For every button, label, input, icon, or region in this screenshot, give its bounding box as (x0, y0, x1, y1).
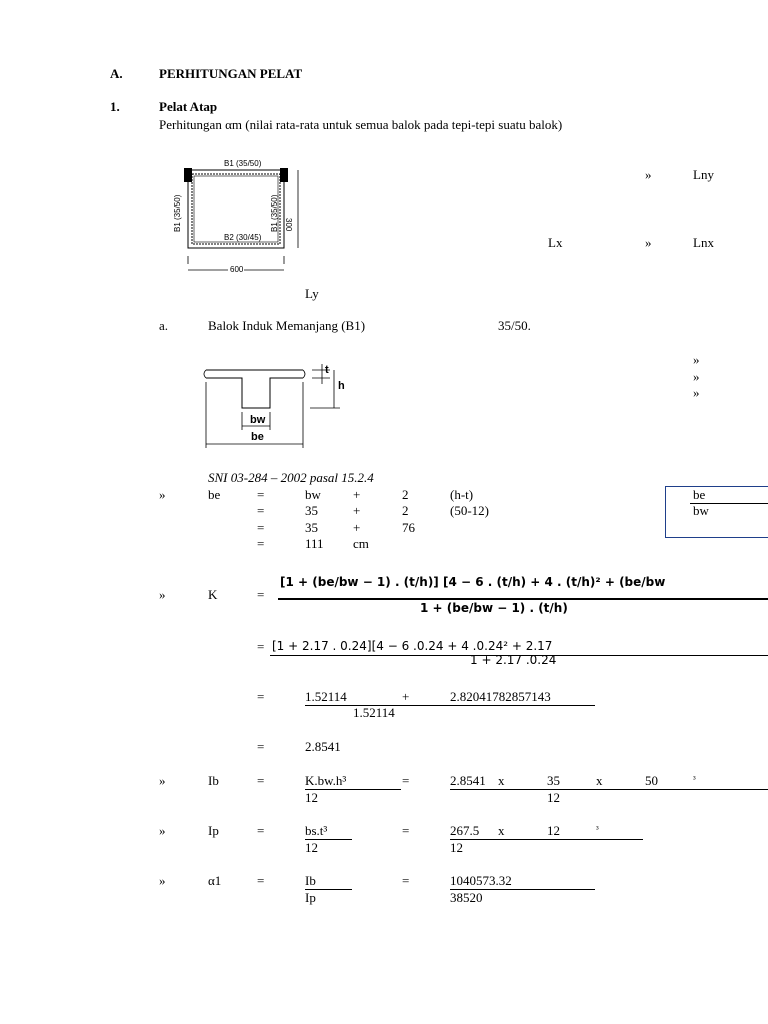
k-step-line (305, 705, 595, 706)
k-sub-denominator: 1 + 2.17 .0.24 (470, 653, 557, 667)
be-row1-b: 2 (402, 487, 409, 502)
beam-size: 35/50. (498, 318, 531, 333)
ip-formula-num: bs.t³ (305, 823, 328, 838)
ib-eq-1: = (257, 773, 265, 788)
ib-v3: 50 (645, 773, 658, 788)
k-formula-numerator: [1 + (be/bw − 1) . (t/h)] [4 − 6 . (t/h) + 4 . (t/h)² + (be/bw (280, 575, 666, 589)
be-var: be (208, 487, 221, 502)
k-step-op: + (402, 689, 410, 704)
ib-v1: 2.8541 (450, 773, 486, 788)
t-section-bw: bw (250, 414, 266, 426)
plan-ly: Ly (305, 286, 319, 301)
ip-x1: x (498, 823, 505, 838)
ip-eq-2: = (402, 823, 410, 838)
k-eq-4: = (257, 739, 265, 754)
ratio-bw: bw (693, 503, 709, 518)
ib-value-line (450, 789, 768, 790)
plan-dim-height: 300 (284, 218, 293, 232)
k-step-a: 1.52114 (305, 689, 347, 704)
a1-formula-num: Ib (305, 873, 316, 888)
be-row1-op: + (353, 487, 361, 502)
ib-cube: ³ (693, 774, 696, 784)
ib-x1: x (498, 773, 505, 788)
be-row3-b: 76 (402, 520, 415, 535)
plan-label-b1-top: B1 (35/50) (224, 159, 262, 168)
a1-bullet: » (159, 873, 166, 888)
beam-bullet-2: » (693, 369, 700, 384)
a1-eq-1: = (257, 873, 265, 888)
ip-bullet: » (159, 823, 166, 838)
ip-var: Ip (208, 823, 219, 838)
ib-formula-den: 12 (305, 790, 318, 805)
t-section-t: t (325, 364, 329, 376)
be-row2-c: (50-12) (450, 503, 489, 518)
ib-formula-num: K.bw.h³ (305, 773, 347, 788)
k-result: 2.8541 (305, 739, 341, 754)
ip-den2: 12 (450, 840, 463, 855)
a1-var: α1 (208, 873, 222, 888)
section-letter: A. (110, 66, 123, 81)
k-var: K (208, 587, 218, 602)
section-title: PERHITUNGAN PELAT (159, 66, 303, 81)
beam-bullet-1: » (693, 352, 700, 367)
be-eq-2: = (257, 503, 265, 518)
ip-v2: 12 (547, 823, 560, 838)
be-bw-ratio-box (665, 486, 768, 538)
ip-cube: ³ (596, 824, 599, 834)
be-bullet: » (159, 487, 166, 502)
a1-eq-2: = (402, 873, 410, 888)
ib-eq-2: = (402, 773, 410, 788)
ip-v1: 267.5 (450, 823, 480, 838)
beam-name: Balok Induk Memanjang (B1) (208, 318, 366, 333)
ib-bullet: » (159, 773, 166, 788)
a1-formula-den: Ip (305, 890, 316, 905)
k-formula-line (278, 598, 768, 600)
ib-x2: x (596, 773, 603, 788)
be-row3-a: 35 (305, 520, 318, 535)
be-row2-a: 35 (305, 503, 318, 518)
plan-label-b1-right: B1 (35/50) (270, 194, 279, 232)
k-eq-2: = (257, 639, 265, 654)
be-row4-unit: cm (353, 536, 369, 551)
beam-label: a. (159, 318, 169, 333)
beam-bullet-3: » (693, 385, 700, 400)
be-eq-4: = (257, 536, 265, 551)
k-step-den: 1.52114 (353, 705, 395, 720)
k-eq-3: = (257, 689, 265, 704)
ib-formula-line (305, 789, 401, 790)
t-section-be: be (251, 431, 264, 443)
be-row1-c: (h-t) (450, 487, 474, 502)
k-eq-1: = (257, 587, 265, 602)
plan-lny: Lny (693, 167, 714, 182)
plan-dim-width: 600 (230, 265, 244, 274)
ip-value-line (450, 839, 643, 840)
k-formula-denominator: 1 + (be/bw − 1) . (t/h) (420, 601, 568, 615)
ratio-be: be (693, 487, 706, 502)
plan-label-b2-bottom: B2 (30/45) (224, 233, 262, 242)
subsection-title: Pelat Atap (159, 99, 218, 114)
ib-den2: 12 (547, 790, 560, 805)
be-row4-a: 111 (305, 536, 324, 551)
be-eq-3: = (257, 520, 265, 535)
sni-reference: SNI 03-284 – 2002 pasal 15.2.4 (208, 470, 374, 485)
be-row2-op: + (353, 503, 361, 518)
plan-bullet-lnx: » (645, 235, 652, 250)
k-step-b: 2.82041782857143 (450, 689, 551, 704)
be-row1-a: bw (305, 487, 321, 502)
be-eq-1: = (257, 487, 265, 502)
a1-den2: 38520 (450, 890, 483, 905)
subsection-description: Perhitungan αm (nilai rata-rata untuk semua balok pada tepi-tepi suatu balok) (159, 117, 563, 132)
t-section-h: h (338, 380, 345, 392)
subsection-number: 1. (110, 99, 120, 114)
be-row2-b: 2 (402, 503, 409, 518)
plan-lnx: Lnx (693, 235, 714, 250)
plan-bullet-lny: » (645, 167, 652, 182)
ib-var: Ib (208, 773, 219, 788)
be-row3-op: + (353, 520, 361, 535)
k-sub-numerator: [1 + 2.17 . 0.24][4 − 6 .0.24 + 4 .0.24² + 2.17 (272, 639, 553, 653)
plan-label-b1-left: B1 (35/50) (173, 194, 182, 232)
plan-lx: Lx (548, 235, 563, 250)
k-bullet: » (159, 587, 166, 602)
a1-v1: 1040573.32 (450, 873, 512, 888)
ip-formula-den: 12 (305, 840, 318, 855)
ip-eq-1: = (257, 823, 265, 838)
ib-v2: 35 (547, 773, 560, 788)
